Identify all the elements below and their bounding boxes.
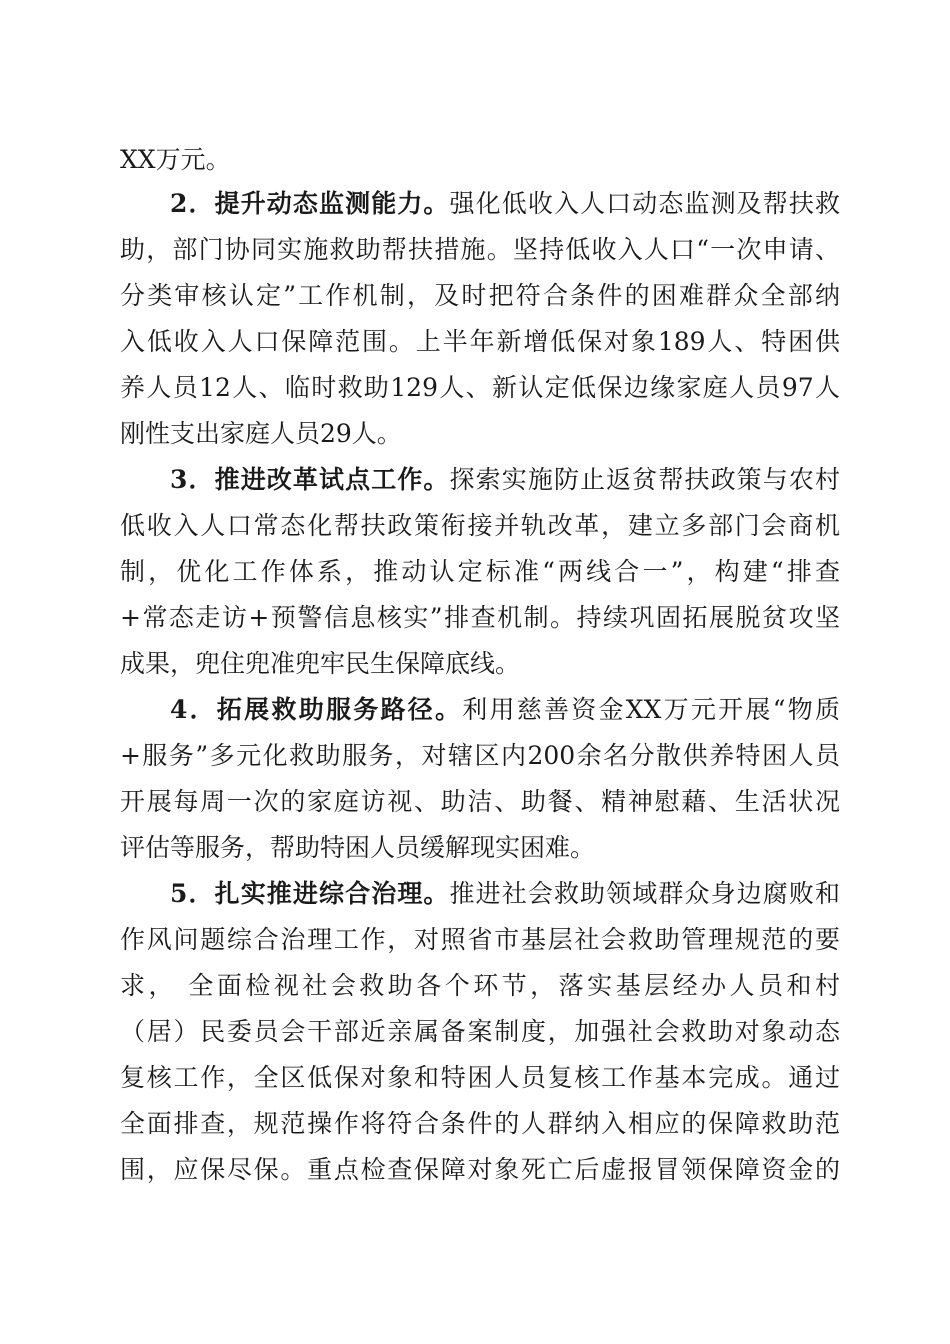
text-line: 复核工作，全区低保对象和特困人员复核工作基本完成。通过 <box>120 1063 840 1092</box>
text-line: 成果，兜住兜准兜牢民生保障底线。 <box>120 649 521 678</box>
text-line: 助，部门协同实施救助帮扶措施。坚持低收入人口“一次申请、 <box>120 235 840 264</box>
text-line: 围，应保尽保。重点检查保障对象死亡后虚报冒领保障资金的 <box>120 1155 840 1184</box>
text-line: 全面排查，规范操作将符合条件的人群纳入相应的保障救助范 <box>120 1109 840 1138</box>
text-line: 分类审核认定”工作机制，及时把符合条件的困难群众全部纳 <box>120 281 840 310</box>
section-heading: 3．推进改革试点工作。 <box>170 465 450 494</box>
paragraph-heading-line: 4．拓展救助服务路径。利用慈善资金XX万元开展“物质 <box>170 695 840 724</box>
text-line: +服务”多元化救助服务，对辖区内200余名分散供养特困人员 <box>120 741 840 770</box>
text-line: 入低收入人口保障范围。上半年新增低保对象189人、特困供 <box>120 327 840 356</box>
text-line: +常态走访+预警信息核实”排查机制。持续巩固拓展脱贫攻坚 <box>120 603 840 632</box>
paragraph-heading-line: 5．扎实推进综合治理。推进社会救助领域群众身边腐败和 <box>170 879 840 908</box>
text-line: 评估等服务，帮助特困人员缓解现实困难。 <box>120 833 596 862</box>
section-heading: 2．提升动态监测能力。 <box>170 189 450 218</box>
text-line: 开展每周一次的家庭访视、助洁、助餐、精神慰藉、生活状况 <box>120 787 840 816</box>
text-line: 低收入人口常态化帮扶政策衔接并轨改革，建立多部门会商机 <box>120 511 840 540</box>
text-line: 制，优化工作体系，推动认定标准“两线合一”，构建“排查 <box>120 557 840 586</box>
section-heading: 4．拓展救助服务路径。 <box>170 695 463 724</box>
text-line: 作风问题综合治理工作，对照省市基层社会救助管理规范的要 <box>120 925 840 954</box>
text-line: 刚性支出家庭人员29人。 <box>120 419 402 448</box>
text-line: 求， 全面检视社会救助各个环节，落实基层经办人员和村 <box>120 971 840 1000</box>
text-line: XX万元。 <box>120 145 231 174</box>
text-line: （居）民委员会干部近亲属备案制度，加强社会救助对象动态 <box>120 1017 840 1046</box>
paragraph-heading-line: 2．提升动态监测能力。强化低收入人口动态监测及帮扶救 <box>170 189 840 218</box>
paragraph-heading-line: 3．推进改革试点工作。探索实施防止返贫帮扶政策与农村 <box>170 465 840 494</box>
text-line: 养人员12人、临时救助129人、新认定低保边缘家庭人员97人 <box>120 373 840 402</box>
section-heading: 5．扎实推进综合治理。 <box>170 879 450 908</box>
